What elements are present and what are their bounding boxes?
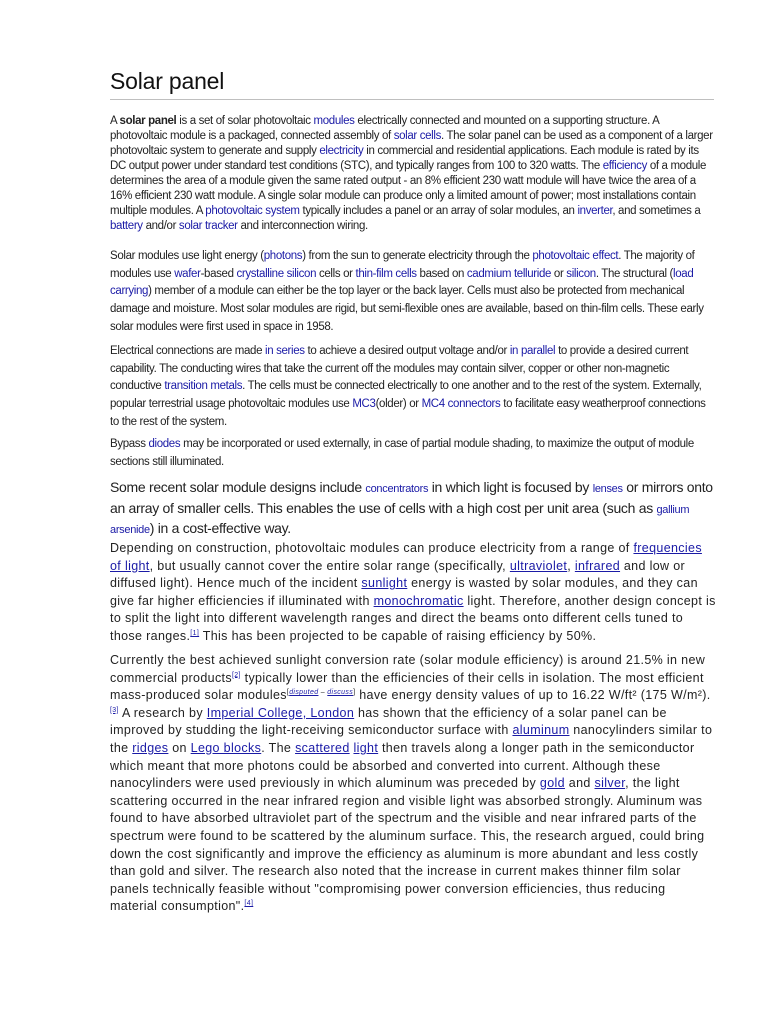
link-silicon[interactable]: silicon bbox=[566, 267, 596, 280]
link-inverter[interactable]: inverter bbox=[577, 205, 613, 217]
paragraph-concentrators: Some recent solar module designs include concentrators in which light is focused by lenses or mirrors onto an array of smaller cells. This enables the use of cells with a high cost per unit area (such as gallium arsenide) in a cost-effective way. bbox=[110, 479, 713, 536]
link-photovoltaic-effect[interactable]: photovoltaic effect bbox=[532, 250, 619, 262]
link-cadmium-telluride[interactable]: cadmium telluride bbox=[466, 267, 552, 280]
paragraph-conversion-rate: Currently the best achieved sunlight conversion rate (solar module efficiency) is around 21.5% in new commercial products[2] typically lower than the efficiencies of their cells in isolation. The most efficient mass-produced solar modules[disputed – discuss] have energy density values of up to 16.22 W/ft² (175 W/m²).[3] A research by Imperial College, London has shown that the efficiency of a solar panel can be improved by studding the light-receiving semiconductor surface with aluminum nanocylinders similar to the ridges on Lego blocks. The scattered light then travels along a longer path in the semiconductor which meant that more photons could be absorbed and converted into current. Although these nanocylinders were used previously in which aluminum was preceded by gold and silver, the light scattering occurred in the near infrared region and visible light was absorbed strongly. Aluminum was found to have absorbed ultraviolet part of the spectrum and the visible and near infrared parts of the spectrum were found to be scattered by the aluminum surface. This, the research argued, could bring down the cost significantly and improve the efficiency as aluminum is more abundant and less costly than gold and silver. The research also noted that the increase in current makes thinner film solar panels technically feasible without "compromising power conversion efficiencies, thus reducing material consumption".[4] bbox=[110, 653, 713, 914]
link-lenses[interactable]: lenses bbox=[592, 483, 623, 495]
citation-2 bbox=[232, 671, 241, 678]
citation-4 bbox=[244, 900, 253, 907]
link-infrared[interactable]: infrared bbox=[574, 558, 621, 573]
link-electricity[interactable]: electricity bbox=[319, 145, 364, 157]
link-ridges[interactable]: ridges bbox=[132, 740, 169, 755]
link-photovoltaic-system[interactable]: photovoltaic system bbox=[205, 205, 300, 217]
link-sunlight[interactable]: sunlight bbox=[361, 576, 408, 591]
link-load-carrying[interactable]: load carrying bbox=[110, 267, 694, 298]
link-aluminum[interactable]: aluminum bbox=[512, 723, 570, 738]
paragraph-solar-modules: Solar modules use light energy (photons) from the sun to generate electricity through the photovoltaic effect. The majority of modules use wafer-based crystalline silicon cells or thin-film cells based on cadmium telluride or silicon. The structural (load carrying) member of a module can either be the top layer or the back layer. Cells must also be protected from mechanical damage and moisture. Most solar modules are rigid, but semi-flexible ones are available, based on thin-film cells. These early solar modules were first used in space in 1958. bbox=[110, 250, 704, 333]
link-modules[interactable]: modules bbox=[313, 115, 355, 127]
link-light[interactable]: light bbox=[353, 740, 379, 755]
link-gold[interactable]: gold bbox=[539, 776, 565, 791]
link-thin-film-cells[interactable]: thin-film cells bbox=[355, 267, 417, 280]
link-lego-blocks[interactable]: Lego blocks bbox=[190, 740, 262, 755]
link-concentrators[interactable]: concentrators bbox=[365, 483, 429, 495]
page-title: Solar panel bbox=[110, 68, 714, 100]
link-in-parallel[interactable]: in parallel bbox=[509, 345, 556, 357]
link-solar-tracker[interactable]: solar tracker bbox=[178, 220, 238, 232]
citation-link-1[interactable]: [1] bbox=[190, 629, 200, 637]
citation-link-4[interactable]: [4] bbox=[244, 900, 254, 908]
link-scattered[interactable]: scattered bbox=[295, 740, 350, 755]
link-crystalline-silicon[interactable]: crystalline silicon bbox=[236, 267, 317, 280]
term-solar-panel: solar panel bbox=[119, 115, 177, 127]
link-discuss[interactable]: discuss bbox=[327, 689, 354, 697]
disputed-tag: [disputed – discuss] bbox=[286, 689, 356, 697]
link-solar-cells[interactable]: solar cells bbox=[393, 130, 441, 142]
link-monochromatic[interactable]: monochromatic bbox=[373, 593, 464, 608]
link-mc3[interactable]: MC3 bbox=[352, 398, 376, 411]
link-silver[interactable]: silver bbox=[594, 776, 626, 791]
citation-link-2[interactable]: [2] bbox=[231, 671, 241, 679]
link-battery[interactable]: battery bbox=[110, 220, 143, 232]
citation-link-3[interactable]: [3] bbox=[110, 706, 119, 714]
citation-1 bbox=[190, 630, 199, 637]
link-in-series[interactable]: in series bbox=[265, 345, 305, 357]
paragraph-frequencies: Depending on construction, photovoltaic modules can produce electricity from a range of frequencies of light, but usually cannot cover the entire solar range (specifically, ultraviolet, infrared and low or diffused light). Hence much of the incident sunlight energy is wasted by solar modules, and they can give far higher efficiencies if illuminated with monochromatic light. Therefore, another design concept is to split the light into different wavelength ranges and direct the beams onto different cells tuned to those ranges.[1] This has been projected to be capable of raising efficiency by 50%. bbox=[110, 541, 716, 643]
citation-3 bbox=[110, 707, 119, 714]
link-efficiency[interactable]: efficiency bbox=[602, 160, 647, 172]
link-imperial-college[interactable]: Imperial College, London bbox=[206, 705, 355, 720]
paragraph-electrical-connections: Electrical connections are made in series to achieve a desired output voltage and/or in parallel to provide a desired current capability. The conducting wires that take the current off the modules may contain silver, copper or other non-magnetic conductive transition metals. The cells must be connected electrically to one another and to the rest of the system. Externally, popular terrestrial usage photovoltaic modules use MC3(older) or MC4 connectors to facilitate easy weatherproof connections to the rest of the system. bbox=[110, 345, 706, 428]
link-frequencies-of-light[interactable]: frequencies of light bbox=[110, 541, 702, 573]
paragraph-intro: A solar panel is a set of solar photovoltaic modules electrically connected and mounted on a supporting structure. A photovoltaic module is a packaged, connected assembly of solar cells. The solar panel can be used as a component of a larger photovoltaic system to generate and supply electricity in commercial and residential applications. Each module is rated by its DC output power under standard test conditions (STC), and typically ranges from 100 to 320 watts. The efficiency of a module determines the area of a module given the same rated output - an 8% efficient 230 watt module will have twice the area of a 16% efficient 230 watt module. A single solar module can produce only a limited amount of power; most installations contain multiple modules. A photovoltaic system typically includes a panel or an array of solar modules, an inverter, and sometimes a battery and/or solar tracker and interconnection wiring. bbox=[110, 115, 713, 232]
link-wafer[interactable]: wafer bbox=[174, 267, 201, 280]
link-mc4-connectors[interactable]: MC4 connectors bbox=[421, 398, 501, 411]
link-gallium-arsenide[interactable]: gallium arsenide bbox=[110, 503, 690, 536]
link-diodes[interactable]: diodes bbox=[148, 438, 181, 450]
link-photons[interactable]: photons bbox=[263, 250, 303, 262]
link-ultraviolet[interactable]: ultraviolet bbox=[509, 558, 568, 573]
link-disputed[interactable]: disputed bbox=[289, 689, 319, 697]
link-transition-metals[interactable]: transition metals bbox=[164, 380, 243, 393]
paragraph-bypass-diodes: Bypass diodes may be incorporated or used externally, in case of partial module shading, to maximize the output of module sections still illuminated. bbox=[110, 438, 694, 468]
